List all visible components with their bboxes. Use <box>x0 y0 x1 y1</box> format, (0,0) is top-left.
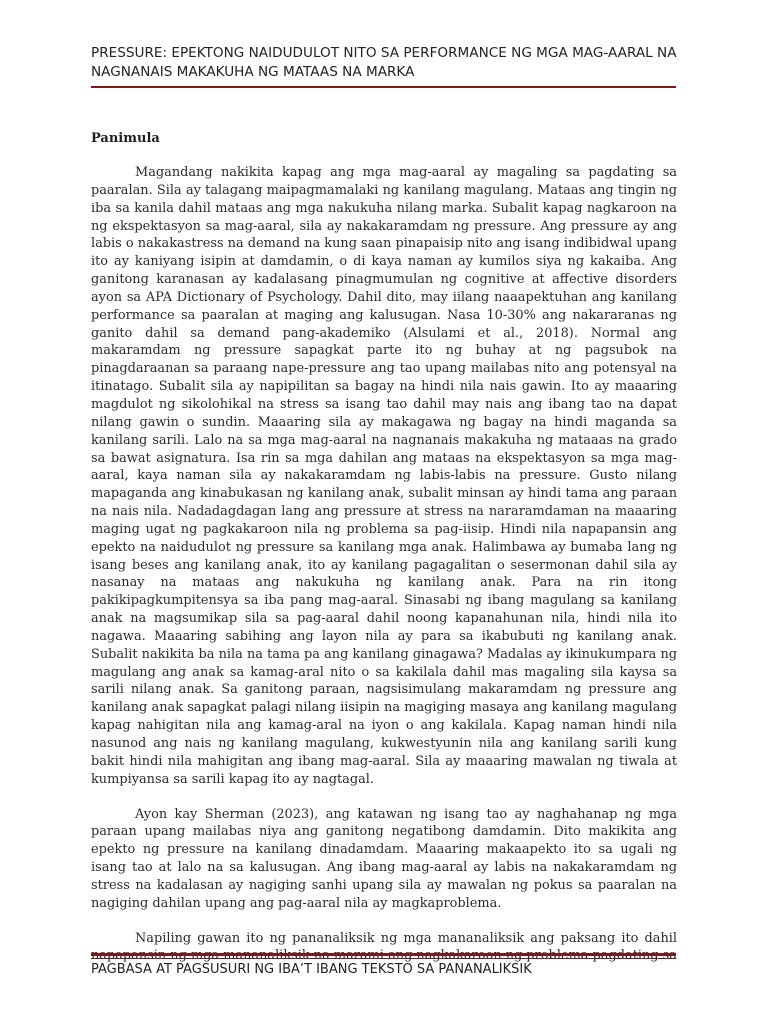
section-heading: Panimula <box>91 131 160 146</box>
paragraph-3: Napiling gawan ito ng pananaliksik ng mga mananaliksik ang paksang ito dahil napapansin ng mga mananaliksik na marami ang nagkakaroon ng problema pagdating sa <box>91 930 677 964</box>
paragraph-2: Ayon kay Sherman (2023), ang katawan ng isang tao ay naghahanap ng mga paraan upang mailabas niya ang ganitong negatibong damdamin. Dito makikita ang epekto ng pressure na kanilang dinadamdam. Maaaring makaapekto ito sa ugali ng isang tao at lalo na sa kalusugan. Ang ibang mag-aaral ay labis na nakakaramdam ng stress na kadalasan ay nagiging sanhi upang sila ay mawalan ng pokus sa paaralan na nagiging dahilan upang ang pag-aaral nila ay magkaproblema. <box>91 806 677 911</box>
paragraph-1: Magandang nakikita kapag ang mga mag-aaral ay magaling sa pagdating sa paaralan. Sila ay talagang maipagmamalaki ng kanilang magulang. Mataas ang tingin ng iba sa kanila dahil mataas ang mga nakukuha nilang marka. Subalit kapag nagkaroon na ng ekspektasyon sa mag-aaral, sila ay nakakaramdam ng pressure. Ang pressure ay ang labis o nakakastress na demand na kung saan pinapaisip nito ang isang indibidwal upang ito ay kaniyang isipin at damdamin, o di kaya naman ay kumilos siya ng kakaiba. Ang ganitong karanasan ay kadalasang pinagmumulan ng cognitive at affective disorders ayon sa APA Dictionary of Psychology. Dahil dito, may iilang naaapektuhan ang kanilang performance sa paaralan at maging ang kalusugan. Nasa 10-30% ang nakararanas ng ganito dahil sa demand pang-akademiko (Alsulami et al., 2018). Normal ang makaramdam ng pressure sapagkat parte ito ng buhay at ng pagsubok na pinagdaraanan sa paraang nape-pressure ang tao upang mailabas nito ang potensyal na itinatago. Subalit sila ay napipilitan sa bagay na hindi nila nais gawin. Ito ay maaaring magdulot ng sikolohikal na stress sa isang tao dahil may nais ang ibang tao na dapat nilang gawin o sundin. Maaaring sila ay makagawa ng bagay na hindi maganda sa kanilang sarili. Lalo na sa mga mag-aaral na nagnanais makakuha ng mataaas na grado sa bawat asignatura. Isa rin sa mga dahilan ang mataas na ekspektasyon sa mga mag-aaral, kaya naman sila ay nakakaramdam ng labis-labis na pressure. Gusto nilang mapaganda ang kinabukasan ng kanilang anak, subalit minsan ay hindi tama ang paraan na nais nila. Nadadagdagan lang ang pressure at stress na nararamdaman na maaaring maging ugat ng pagkakaroon nila ng problema sa pag-iisip. Hindi nila napapansin ang epekto na naidudulot ng pressure sa kanilang mga anak. Halimbawa ay bumaba lang ng isang beses ang kanilang anak, ito ay kanilang pagagalitan o sesermonan dahil sila ay nasanay na mataas ang nakukuha ng kanilang anak. Para na rin itong pakikipagkumpitensya sa iba pang mag-aaral. Sinasabi ng ibang magulang sa kanilang anak na magsumikap sila sa pag-aaral dahil noong kapanahunan nila, hindi nila ito nagawa. Maaaring sabihing ang layon nila ay para sa ikabubuti ng kanilang anak. Subalit nakikita ba nila na tama pa ang kanilang ginagawa? Madalas ay ikinukumpara ng magulang ang anak sa kamag-aral nito o sa kakilala dahil mas magaling sila kaysa sa sarili nilang anak. Sa ganitong paraan, nagsisimulang makaramdam ng pressure ang kanilang anak sapagkat palagi nilang iisipin na magiging masaya ang kanilang magulang kapag nahigitan nila ang kamag-aral na iyon o ang kakilala. Kapag naman hindi nila nasunod ang nais ng kanilang magulang, kukwestyunin nila ang kanilang sarili kung bakit hindi nila mahigitan ang ibang mag-aaral. Sila ay maaaring mawalan ng tiwala at kumpiyansa sa sarili kapag ito ay nagtagal. <box>91 165 677 787</box>
document-body <box>91 164 677 982</box>
page-header-title: PRESSURE: EPEKTONG NAIDUDULOT NITO SA PERFORMANCE NG MGA MAG-AARAL NA NAGNANAIS MAKAKUHA NG MATAAS NA MARKA <box>91 45 677 80</box>
footer-divider-thin <box>91 958 676 959</box>
footer-divider-thick <box>91 953 676 956</box>
header-divider <box>91 86 676 88</box>
page-footer: PAGBASA AT PAGSUSURI NG IBA’T IBANG TEKSTO SA PANANALIKSIK <box>91 962 532 977</box>
